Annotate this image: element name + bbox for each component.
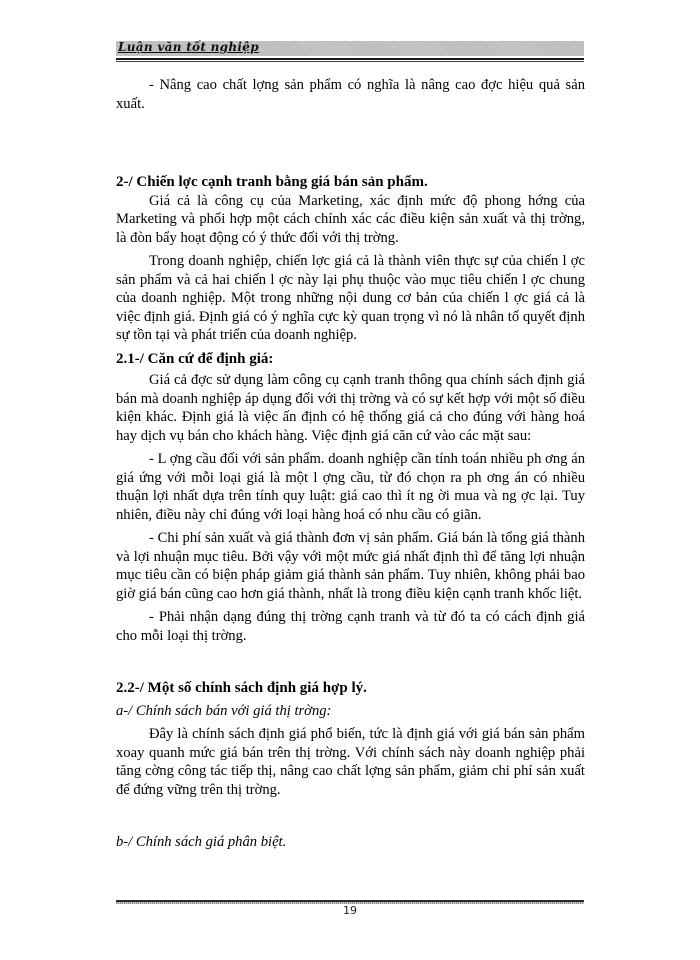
spacer [116, 799, 585, 833]
intro-bullet: - Nâng cao chất lợng sản phẩm có nghĩa là nâng cao đợc hiệu quả sản xuất. [116, 77, 585, 112]
header-rule-secondary [116, 61, 584, 62]
section-2-heading: 2-/ Chiến lợc cạnh tranh bằng giá bán sản phẩm. [116, 174, 428, 190]
section-2-paragraph: Giá cả là công cụ của Marketing, xác định mức độ phong hớng của Marketing và phối hợp một cách chính xác các điều kiện sản xuất và thị trờng, là đòn bẩy hoạt động có ý thức đối với thị trờng. [116, 192, 585, 246]
section-2-1-bullet: - Phải nhận dạng đúng thị trờng cạnh tranh và từ đó ta có cách định giá cho mỗi loại thị trờng. [116, 609, 585, 644]
spacer [116, 645, 585, 679]
section-2-2-heading: 2.2-/ Một số chính sách định giá hợp lý. [116, 680, 367, 696]
spacer [116, 113, 585, 173]
section-2-1-bullet: - L ợng cầu đối với sản phẩm. doanh nghiệp cần tính toán nhiều ph ơng án giá ứng với mỗi loại giá là một l ợng cầu, từ đó chọn ra ph ơng án có nhiều thuận lợi nhất dựa trên tính quy luật: giá cao thì ít ng ời mua và ng ợc lại. Tuy nhiên, điều này chỉ đúng với loại hàng hoá có nhu cầu có giãn. [116, 451, 585, 523]
page-number: 19 [343, 904, 357, 917]
header-rule [116, 58, 584, 60]
running-header-title: Luận văn tốt nghiệp [118, 40, 259, 54]
page-body [116, 76, 585, 852]
section-2-1-heading: 2.1-/ Căn cứ để định giá: [116, 350, 274, 367]
section-2-paragraph: Trong doanh nghiệp, chiến lợc giá cả là thành viên thực sự của chiến l ợc sản phẩm và cả hai chiến l ợc này lại phụ thuộc vào mục tiêu chiến l ợc chung của doanh nghiệp. Một trong những nội dung cơ bản của chiến l ợc giá cả là việc định giá. Định giá có ý nghĩa cực kỳ quan trọng vì nó là nhân tố quyết định sự tồn tại và phát triển của doanh nghiệp. [116, 253, 585, 343]
subsection-a-heading: a-/ Chính sách bán với giá thị trờng: [116, 702, 332, 719]
subsection-b-heading: b-/ Chính sách giá phân biệt. [116, 834, 287, 850]
section-2-1-bullet: - Chi phí sản xuất và giá thành đơn vị sản phẩm. Giá bán là tổng giá thành và lợi nhuận mục tiêu. Bởi vậy với một mức giá nhất định thì để tăng lợi nhuận mục tiêu cần có biện pháp giảm giá thành sản phẩm. Tuy nhiên, không phải bao giờ giá bán cũng cao hơn giá thành, nhất là trong điều kiện cạnh tranh khốc liệt. [116, 530, 585, 602]
subsection-a-paragraph: Đây là chính sách định giá phổ biến, tức là định giá với giá bán sản phẩm xoay quanh mức giá bán trên thị trờng. Với chính sách này doanh nghiệp phải tăng cờng công tác tiếp thị, nâng cao chất lợng sản phẩm, giảm chi phí sản xuất để đứng vững trên thị trờng. [116, 726, 585, 798]
section-2-1-paragraph: Giá cả đợc sử dụng làm công cụ cạnh tranh thông qua chính sách định giá bán mà doanh nghiệp áp dụng đối với thị trờng và có sự kết hợp với một số điều kiện khác. Định giá là việc ấn định có hệ thống giá cả cho đúng với hàng hoá hay dịch vụ bán cho khách hàng. Việc định giá căn cứ vào các mặt sau: [116, 372, 585, 444]
